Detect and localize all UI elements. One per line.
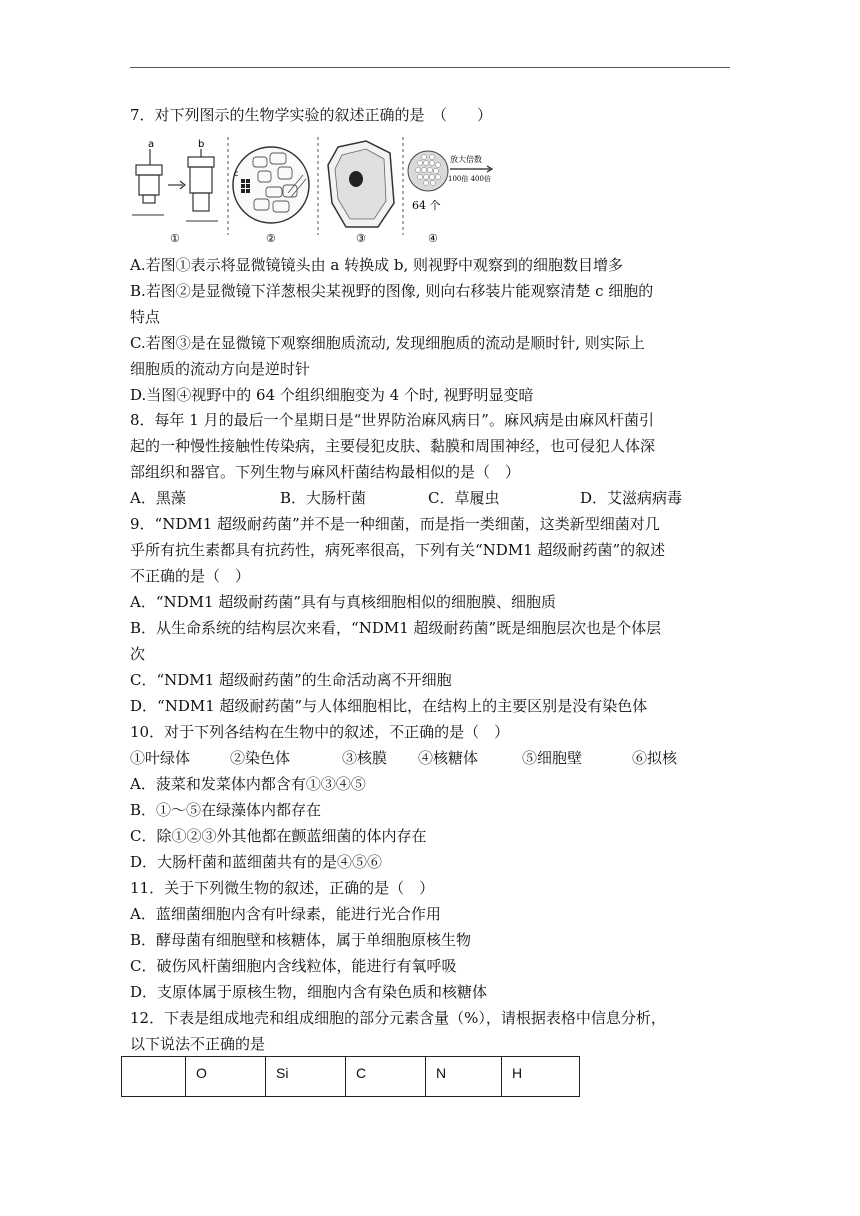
- q7-figure: [128, 135, 498, 247]
- q10-structure-1: ①叶绿体: [130, 749, 191, 767]
- table-header-cell: N: [426, 1057, 502, 1097]
- fig-panel-label-3: ③: [356, 232, 366, 245]
- q10-option-a: A．菠菜和发菜体内都含有①③④⑤: [130, 775, 366, 793]
- q10-stem: 10．对于下列各结构在生物中的叙述，不正确的是（ ）: [130, 723, 510, 741]
- q9-option-b-line2: 次: [130, 645, 146, 663]
- q11-option-d: D．支原体属于原核生物，细胞内含有染色质和核糖体: [130, 983, 488, 1001]
- q10-structure-4: ④核糖体: [418, 749, 479, 767]
- q9-option-c: C．“NDM1 超级耐药菌”的生命活动离不开细胞: [130, 671, 452, 689]
- q7-option-a: A.若图①表示将显微镜镜头由 a 转换成 b, 则视野中观察到的细胞数目增多: [130, 256, 623, 274]
- fig-panel-label-1: ①: [170, 232, 180, 245]
- q8-option-d: D．艾滋病病毒: [580, 489, 683, 507]
- q8-stem-line1: 8．每年 1 月的最后一个星期日是“世界防治麻风病日”。麻风病是由麻风杆菌引: [130, 411, 654, 429]
- q10-structure-2: ②染色体: [230, 749, 291, 767]
- q11-option-c: C．破伤风杆菌细胞内含线粒体，能进行有氧呼吸: [130, 957, 457, 975]
- fig-panel-label-4: ④: [428, 232, 438, 245]
- q10-structure-5: ⑤细胞壁: [522, 749, 583, 767]
- q8-option-c: C．草履虫: [428, 489, 500, 507]
- q8-stem-line3: 部组织和器官。下列生物与麻风杆菌结构最相似的是（ ）: [130, 463, 521, 481]
- fig-panel-label-2: ②: [266, 232, 276, 245]
- q9-option-b-line1: B．从生命系统的结构层次来看，“NDM1 超级耐药菌”既是细胞层次也是个体层: [130, 619, 662, 637]
- q10-option-d: D．大肠杆菌和蓝细菌共有的是④⑤⑥: [130, 853, 383, 871]
- element-content-table: [121, 1056, 580, 1097]
- q9-stem-line3: 不正确的是（ ）: [130, 567, 251, 585]
- magnify-label: 放大倍数: [450, 155, 482, 164]
- q9-option-d: D．“NDM1 超级耐药菌”与人体细胞相比，在结构上的主要区别是没有染色体: [130, 697, 648, 715]
- q8-option-a: A．黑藻: [130, 489, 186, 507]
- q12-stem-line1: 12．下表是组成地壳和组成细胞的部分元素含量（%），请根据表格中信息分析，: [130, 1009, 666, 1027]
- q9-option-a: A．“NDM1 超级耐药菌”具有与真核细胞相似的细胞膜、细胞质: [130, 593, 556, 611]
- objective-lens-a: [136, 149, 162, 203]
- q7-option-b-line1: B.若图②是显微镜下洋葱根尖某视野的图像, 则向右移装片能观察清楚 c 细胞的: [130, 282, 654, 300]
- q9-stem-line2: 乎所有抗生素都具有抗药性，病死率很高，下列有关“NDM1 超级耐药菌”的叙述: [130, 541, 666, 559]
- table-header-cell: H: [502, 1057, 580, 1097]
- q10-option-b: B．①～⑤在绿藻体内都存在: [130, 801, 322, 819]
- q9-stem-line1: 9．“NDM1 超级耐药菌”并不是一种细菌，而是指一类细菌，这类新型细菌对几: [130, 515, 660, 533]
- q7-figure-svg: [128, 135, 498, 247]
- q11-option-a: A．蓝细菌细胞内含有叶绿素，能进行光合作用: [130, 905, 441, 923]
- q10-option-c: C．除①②③外其他都在颤蓝细菌的体内存在: [130, 827, 427, 845]
- q12-stem-line2: 以下说法不正确的是: [130, 1035, 266, 1053]
- objective-lens-b: [188, 149, 214, 211]
- q10-structure-6: ⑥拟核: [632, 749, 678, 767]
- fig-label-c: c: [234, 169, 239, 178]
- q7-option-b-line2: 特点: [130, 308, 161, 326]
- table-header-cell: O: [186, 1057, 266, 1097]
- cell-count: 64 个: [412, 199, 441, 212]
- header-rule: [130, 67, 730, 68]
- fig-label-b: b: [198, 139, 205, 150]
- q7-option-d: D.当图④视野中的 64 个组织细胞变为 4 个时, 视野明显变暗: [130, 386, 534, 404]
- table-header-cell: [122, 1057, 186, 1097]
- q7-option-c-line1: C.若图③是在显微镜下观察细胞质流动, 发现细胞质的流动是顺时针, 则实际上: [130, 334, 645, 352]
- table-header-row: [122, 1057, 580, 1097]
- q11-stem: 11．关于下列微生物的叙述，正确的是（ ）: [130, 879, 435, 897]
- q7-option-c-line2: 细胞质的流动方向是逆时针: [130, 360, 311, 378]
- q7-stem: 7．对下列图示的生物学实验的叙述正确的是 （ ）: [130, 106, 493, 124]
- fig-label-a: a: [148, 139, 155, 150]
- q8-stem-line2: 起的一种慢性接触性传染病，主要侵犯皮肤、黏膜和周围神经，也可侵犯人体深: [130, 437, 656, 455]
- q8-option-b: B．大肠杆菌: [280, 489, 367, 507]
- table-header-cell: Si: [266, 1057, 346, 1097]
- cell-nucleus: [349, 171, 363, 187]
- table-header-cell: C: [346, 1057, 426, 1097]
- magnify-values: 100倍 400倍: [448, 175, 491, 183]
- q11-option-b: B．酵母菌有细胞壁和核糖体，属于单细胞原核生物: [130, 931, 472, 949]
- q10-structure-3: ③核膜: [342, 749, 388, 767]
